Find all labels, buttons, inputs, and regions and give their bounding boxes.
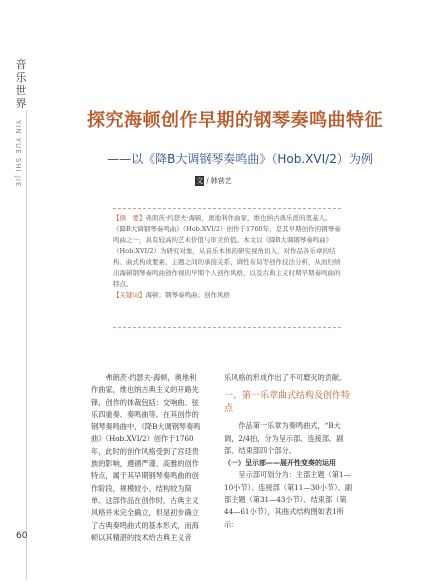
body-paragraph: 乐风格的形成作出了不可磨灭的贡献。	[224, 373, 347, 382]
body-paragraph: 呈示部可划分为：主部主题（第1—10小节）、连接部（第11—30小节）、副部主题（第31—43小节）、结束部（第44—61小节），其曲式结构图如表1所示：	[224, 470, 353, 529]
author-name: / 韩营艺	[206, 177, 232, 185]
sidebar-rule	[26, 60, 27, 580]
page-number: 60	[16, 531, 28, 541]
keywords-tag: 【关键词】	[113, 291, 146, 299]
article-title: 探究海顿创作早期的钢琴奏鸣曲特征	[87, 110, 383, 131]
body-paragraph: 作品第一乐章为奏鸣曲式，“B大调，2/4拍，分为呈示部、连接部、副部、结束部四个部分。	[224, 421, 344, 455]
abstract-box	[113, 208, 341, 328]
body-column-left	[91, 372, 201, 544]
author-tag: 文	[196, 177, 204, 185]
body-paragraph: 弗朗茨·约瑟夫·海顿，奥地利作曲家，维也纳古典主义的开路先锋，创作的体裁包括：交响曲、弦乐四重奏、奏鸣曲等。在其创作的钢琴奏鸣曲中，《降B大调钢琴奏鸣曲》（Hob.XVI/2）创作于1760年，此时的创作风格受到了宫廷贵族的影响，遵循严谨、高雅的创作特点，属于其早期钢琴奏鸣曲的创作阶段，规模较小、结构较为简单。这部作品在创作时，古典主义风格并未完全确立，但是初步确立了古典奏鸣曲式的基本形式，而海顿以其精湛的技术给古典主义音	[91, 373, 201, 542]
column-label-char: 乐	[15, 71, 27, 84]
column-label-char: 音	[15, 58, 27, 71]
column-label-char: 界	[15, 97, 27, 110]
abstract-text: 弗朗茨·约瑟夫·海顿，奥地利作曲家，维也纳古典乐派的奠基人。《降B大调钢琴奏鸣曲》（Hob.XVI/2）创作于1760年，是其早期创作的钢琴奏鸣曲之一，具有较高的艺术价值与审美价值。本文以《降B大调钢琴奏鸣曲》（Hob.XVI/2）为研究对象，从音乐本体的研究视角切入，对作品各乐章的结构、曲式构成要素、主题之间的承接关系、调性布局等创作技法分析，从而归纳出海顿钢琴奏鸣曲创作视的早期个人创作风格，以及古典主义时期早期奏鸣曲的特点。	[113, 214, 341, 288]
column-label	[13, 58, 29, 110]
subsection-heading: （一）呈示部——展开性变奏的运用	[224, 459, 336, 468]
column-label-latin: YIN YUE SHI JIE	[14, 120, 22, 188]
section-heading: 一、第一乐章曲式结构及创作特点	[224, 391, 351, 415]
body-column-right	[224, 372, 354, 531]
keywords-text: 海顿；钢琴奏鸣曲；创作风格	[145, 291, 230, 299]
column-label-char: 世	[15, 84, 27, 97]
author-line	[0, 176, 427, 186]
abstract-tag: 【摘 要】	[113, 214, 146, 222]
article-subtitle: ——以《降B大调钢琴奏鸣曲》（Hob.XVI/2）为例	[107, 152, 373, 166]
